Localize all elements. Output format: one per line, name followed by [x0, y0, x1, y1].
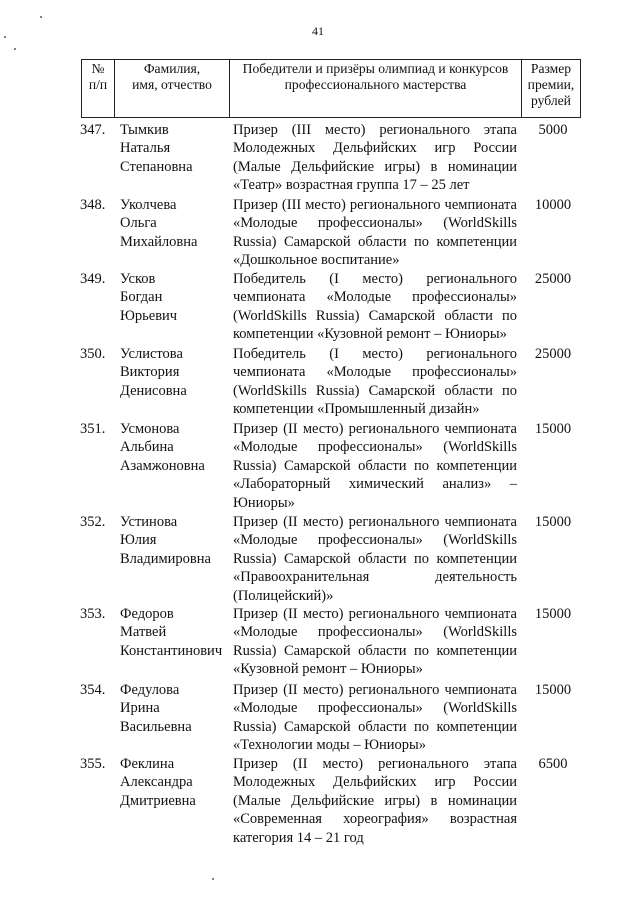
- patronymic: Денисовна: [120, 382, 187, 399]
- header-number-line: №: [91, 61, 105, 76]
- row-number: 351.: [80, 421, 106, 437]
- patronymic: Юрьевич: [120, 307, 178, 324]
- first-name: Виктория: [120, 364, 180, 381]
- surname: Услистова: [120, 346, 183, 362]
- row-name: [120, 345, 228, 400]
- patronymic: Владимировна: [120, 550, 211, 567]
- scan-speck: [4, 36, 6, 38]
- row-name: [120, 121, 228, 176]
- row-number: 349.: [80, 271, 106, 287]
- row-name: [120, 755, 228, 810]
- row-name: [120, 196, 228, 251]
- header-prize-line: премии,: [527, 77, 575, 92]
- row-name: [120, 270, 228, 325]
- row-number: 350.: [80, 346, 106, 362]
- row-name: [120, 605, 228, 660]
- first-name: Ирина: [120, 700, 160, 717]
- row-name: [120, 513, 228, 568]
- row-name: [120, 420, 228, 475]
- surname: Феклина: [120, 756, 175, 772]
- row-description: Призер (III место) регионального этапа Молодежных Дельфийских игр России (Малые Дельфийские игры) в номинации «Театр» возрастная группа 17 – 25 лет: [233, 122, 517, 194]
- scan-speck: [212, 878, 214, 880]
- row-number: 347.: [80, 122, 106, 138]
- patronymic: Дмитриевна: [120, 792, 196, 809]
- row-description: Призер (II место) регионального чемпионата «Молодые профессионалы» (WorldSkills Russia) Самарской области по компетенции «Правоохранительная деятельность (Полицейский)»: [233, 514, 517, 604]
- row-prize: 15000: [534, 682, 572, 698]
- row-prize: 5000: [538, 122, 568, 138]
- page-number: 41: [312, 24, 324, 38]
- row-number: 355.: [80, 756, 106, 772]
- first-name: Матвей: [120, 624, 167, 641]
- header-name: [115, 60, 230, 118]
- row-prize: 10000: [534, 197, 572, 213]
- first-name: Наталья: [120, 140, 171, 157]
- header-name-line: имя, отчество: [132, 77, 212, 92]
- surname: Уколчева: [120, 197, 177, 213]
- header-description-line: профессионального мастерства: [284, 77, 467, 92]
- row-prize: 15000: [534, 514, 572, 530]
- first-name: Юлия: [120, 532, 157, 549]
- row-prize: 6500: [538, 756, 568, 772]
- row-description: Призер (III место) регионального чемпионата «Молодые профессионалы» (WorldSkills Russia) Самарской области по компетенции «Дошкольное воспитание»: [233, 197, 517, 269]
- row-description: Призер (II место) регионального чемпионата «Молодые профессионалы» (WorldSkills Russia) Самарской области по компетенции «Лабораторный химический анализ» – Юниоры»: [233, 421, 517, 511]
- row-description: Победитель (I место) регионального чемпионата «Молодые профессионалы» (WorldSkills Russia) Самарской области по компетенции «Кузовной ремонт – Юниоры»: [233, 271, 517, 343]
- row-prize: 25000: [534, 271, 572, 287]
- header-prize-line: Размер: [530, 61, 572, 76]
- scan-speck: [14, 48, 16, 50]
- surname: Федоров: [120, 606, 174, 622]
- row-description: Призер (II место) регионального этапа Молодежных Дельфийских игр России (Малые Дельфийские игры) в номинации «Современная хореография» возрастная категория 14 – 21 год: [233, 756, 517, 846]
- first-name: Богдан: [120, 289, 163, 306]
- first-name: Альбина: [120, 439, 174, 456]
- row-number: 348.: [80, 197, 106, 213]
- row-description: Победитель (I место) регионального чемпионата «Молодые профессионалы» (WorldSkills Russia) Самарской области по компетенции «Промышленный дизайн»: [233, 346, 517, 418]
- patronymic: Васильевна: [120, 718, 192, 735]
- row-description: Призер (II место) регионального чемпионата «Молодые профессионалы» (WorldSkills Russia) Самарской области по компетенции «Технологии моды – Юниоры»: [233, 682, 517, 754]
- header-number: [82, 60, 115, 118]
- first-name: Александра: [120, 774, 193, 791]
- patronymic: Константинович: [120, 642, 223, 659]
- row-name: [120, 681, 228, 736]
- patronymic: Азамжоновна: [120, 457, 205, 474]
- header-prize: [522, 60, 581, 118]
- table-header: [81, 59, 581, 118]
- row-prize: 15000: [534, 421, 572, 437]
- header-number-line: п/п: [88, 77, 108, 92]
- surname: Усмонова: [120, 421, 180, 437]
- row-prize: 25000: [534, 346, 572, 362]
- header-description: [230, 60, 522, 118]
- header-description-line: Победители и призёры олимпиад и конкурсов: [242, 61, 509, 76]
- surname: Устинова: [120, 514, 178, 530]
- patronymic: Михайловна: [120, 233, 198, 250]
- row-number: 354.: [80, 682, 106, 698]
- surname: Усков: [120, 271, 156, 287]
- row-number: 353.: [80, 606, 106, 622]
- first-name: Ольга: [120, 215, 157, 232]
- row-number: 352.: [80, 514, 106, 530]
- scan-speck: [40, 16, 42, 18]
- patronymic: Степановна: [120, 158, 193, 175]
- row-prize: 15000: [534, 606, 572, 622]
- header-prize-line: рублей: [531, 93, 571, 108]
- header-name-line: Фамилия,: [143, 61, 201, 76]
- row-description: Призер (II место) регионального чемпионата «Молодые профессионалы» (WorldSkills Russia) Самарской области по компетенции «Кузовной ремонт – Юниоры»: [233, 606, 517, 678]
- surname: Тымкив: [120, 122, 169, 138]
- surname: Федулова: [120, 682, 180, 698]
